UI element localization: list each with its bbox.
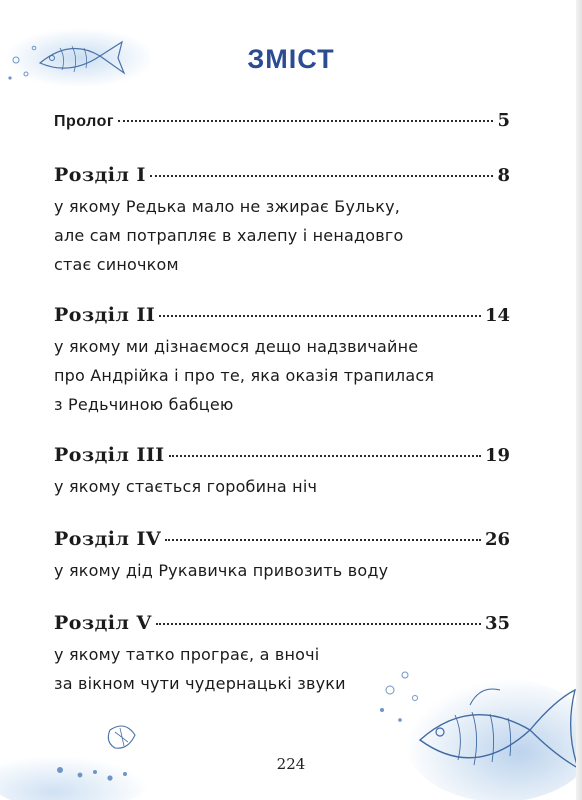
description-line: у якому Редька мало не зжирає Бульку, [54, 197, 401, 216]
toc-entry-page: 14 [484, 305, 510, 326]
toc-entry-chapter-2[interactable] [54, 304, 510, 419]
shell-illustration-bottom-left [0, 700, 170, 800]
description-line: але сам потрапляє в халепу і ненадовго [54, 226, 404, 245]
toc-entry-description [54, 556, 510, 585]
dot-leader [169, 455, 481, 457]
toc-entry-page: 26 [484, 529, 510, 550]
toc-entry-heading [54, 164, 510, 186]
toc-entry-name: Розділ V [54, 612, 152, 634]
toc-entry-description [54, 472, 510, 501]
toc-entry-heading [54, 110, 510, 131]
description-line: стає синочком [54, 255, 179, 274]
description-line: за вікном чути чудернацькі звуки [54, 674, 346, 693]
toc-entry-name: Розділ IV [54, 528, 162, 550]
dot-leader [165, 539, 481, 541]
toc-entry-name: Розділ II [54, 304, 156, 326]
dot-leader [150, 175, 494, 177]
dot-leader [159, 315, 481, 317]
toc-entry-name: Розділ I [54, 164, 146, 186]
toc-entry-chapter-3[interactable] [54, 444, 510, 501]
description-line: у якому татко програє, а вночі [54, 645, 320, 664]
toc-entry-description [54, 192, 510, 279]
description-line: про Андрійка і про те, яка оказія трапилася [54, 366, 435, 385]
dot-leader [156, 623, 481, 625]
page-title: ЗМІСТ [247, 44, 335, 74]
toc-entry-page: 8 [497, 165, 510, 186]
description-line: у якому дід Рукавичка привозить воду [54, 561, 389, 580]
dot-leader [118, 120, 493, 122]
toc-entry-chapter-4[interactable] [54, 528, 510, 585]
description-line: з Редьчиною бабцею [54, 395, 234, 414]
toc-entry-page: 35 [484, 613, 510, 634]
toc-entry-name: Розділ III [54, 444, 165, 466]
toc-entry-name: Пролог [54, 113, 115, 130]
description-line: у якому стається горобина ніч [54, 477, 318, 496]
page-edge-shadow [576, 0, 582, 800]
toc-entry-description [54, 332, 510, 419]
toc-entry-page: 19 [484, 445, 510, 466]
toc-entry-chapter-5[interactable] [54, 612, 510, 698]
toc-entry-prologue[interactable] [54, 110, 510, 131]
description-line: у якому ми дізнаємося дещо надзвичайне [54, 337, 419, 356]
toc-entry-heading [54, 304, 510, 326]
page-number: 224 [276, 755, 306, 773]
toc-entry-heading [54, 528, 510, 550]
toc-entry-page: 5 [497, 110, 510, 131]
toc-entry-description [54, 640, 510, 698]
toc-entry-heading [54, 444, 510, 466]
toc-entry-heading [54, 612, 510, 634]
toc-entry-chapter-1[interactable] [54, 164, 510, 279]
